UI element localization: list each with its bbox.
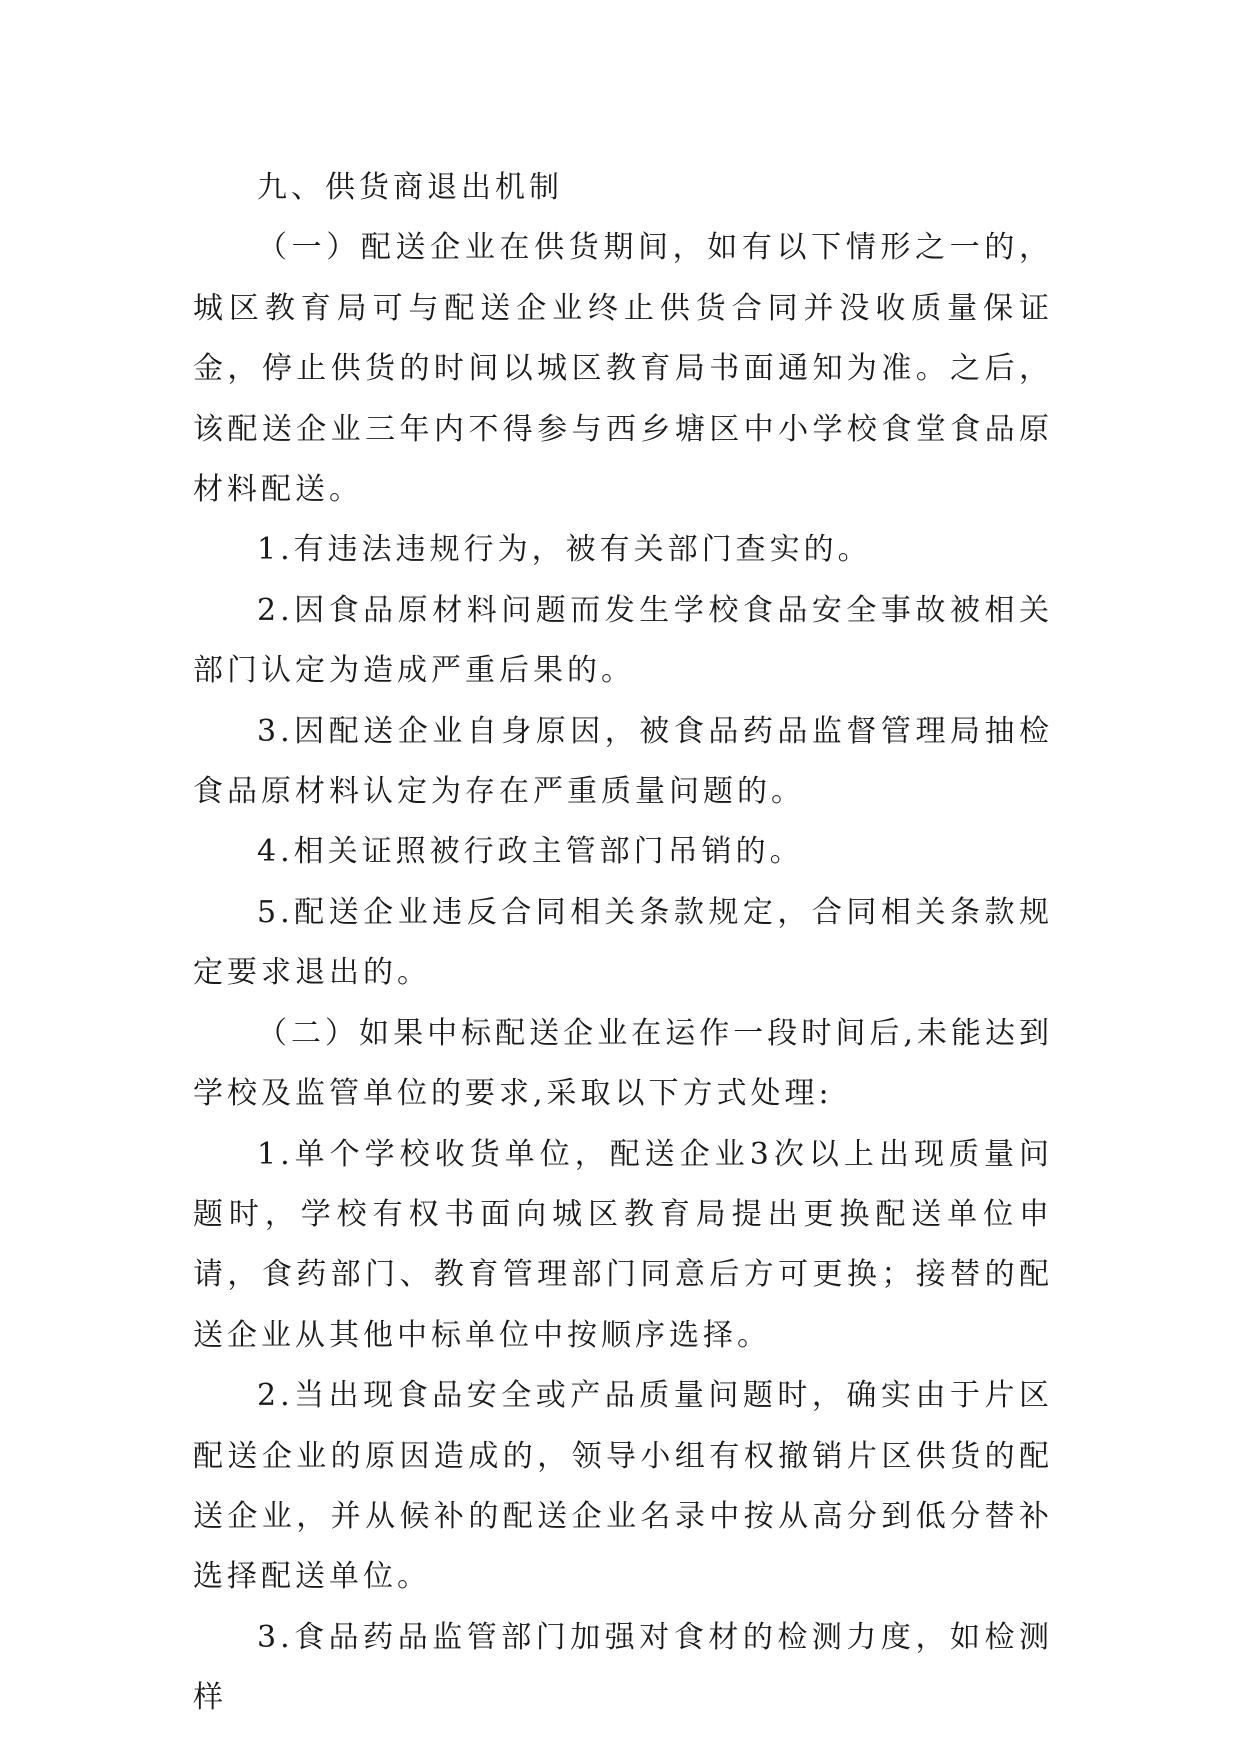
paragraph-handling-methods: （二）如果中标配送企业在运作一段时间后,未能达到学校及监管单位的要求,采取以下方式处理: xyxy=(193,1015,1053,1112)
document-body xyxy=(193,158,1053,1729)
paragraph-termination-conditions: （一）配送企业在供货期间，如有以下情形之一的，城区教育局可与配送企业终止供货合同并没收质量保证金，停止供货的时间以城区教育局书面通知为准。之后，该配送企业三年内不得参与西乡塘区中小学校食堂食品原材料配送。 xyxy=(193,230,1053,508)
list-item-3: 3.因配送企业自身原因，被食品药品监督管理局抽检食品原材料认定为存在严重质量问题的。 xyxy=(193,713,1053,810)
handling-item-2: 2.当出现食品安全或产品质量问题时，确实由于片区配送企业的原因造成的，领导小组有权撤销片区供货的配送企业，并从候补的配送企业名录中按从高分到低分替补选择配送单位。 xyxy=(193,1378,1053,1595)
list-item-2: 2.因食品原材料问题而发生学校食品安全事故被相关部门认定为造成严重后果的。 xyxy=(193,592,1053,689)
section-heading: 九、供货商退出机制 xyxy=(257,170,563,205)
list-item-4: 4.相关证照被行政主管部门吊销的。 xyxy=(257,834,804,870)
handling-item-1: 1.单个学校收货单位，配送企业3次以上出现质量问题时，学校有权书面向城区教育局提出更换配送单位申请，食药部门、教育管理部门同意后方可更换；接替的配送企业从其他中标单位中按顺序选择。 xyxy=(193,1136,1053,1353)
list-item-1: 1.有违法违规行为，被有关部门查实的。 xyxy=(257,532,872,568)
list-item-5: 5.配送企业违反合同相关条款规定，合同相关条款规定要求退出的。 xyxy=(193,894,1053,991)
handling-item-3: 3.食品药品监管部门加强对食材的检测力度，如检测样 xyxy=(193,1619,1053,1716)
